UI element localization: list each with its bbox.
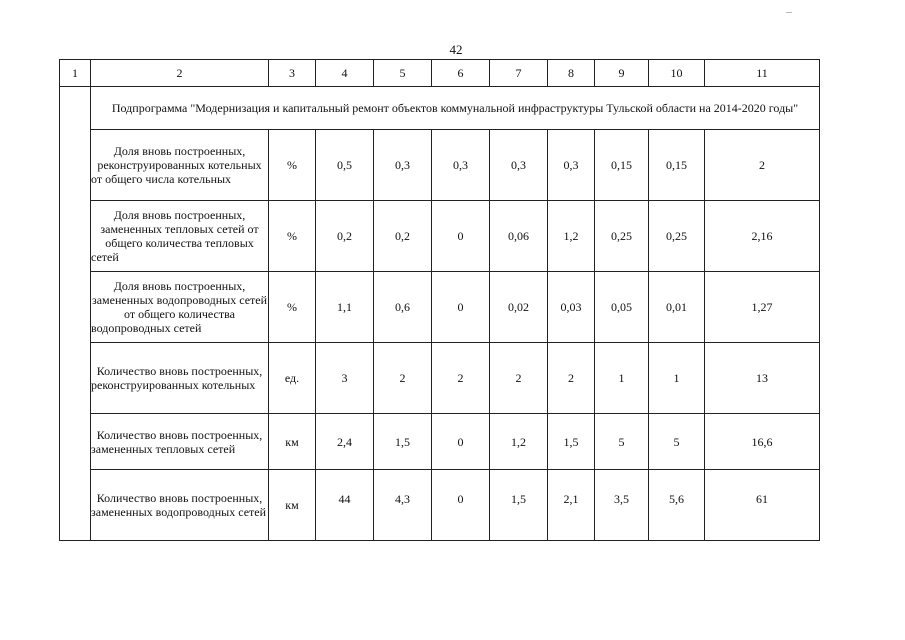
- subprogram-title: Подпрограмма "Модернизация и капитальный ремонт объектов коммунальной инфраструктуры Тульской области на 2014-2020 годы": [91, 87, 820, 130]
- value-cell: [490, 470, 548, 541]
- value-cell: 0,15: [595, 130, 649, 201]
- column-header: 8: [548, 60, 595, 87]
- indicator-unit: %: [269, 201, 316, 272]
- indicator-name: Доля вновь построенных, замененных тепловых сетей от общего количества тепловых сетей: [91, 201, 269, 272]
- value-text: 61: [756, 492, 768, 506]
- scan-mark: [786, 12, 792, 13]
- table-row: [60, 470, 820, 541]
- indicators-table: [59, 59, 820, 541]
- value-text: 0: [457, 492, 464, 506]
- value-cell: 1,1: [316, 272, 374, 343]
- indicator-unit: ед.: [269, 343, 316, 414]
- value-cell: 0,25: [595, 201, 649, 272]
- column-header: 7: [490, 60, 548, 87]
- column-header: 3: [269, 60, 316, 87]
- subprogram-row: [60, 87, 820, 130]
- table-row: [60, 130, 820, 201]
- column-number-row: [60, 60, 820, 87]
- indicator-name: Количество вновь построенных, реконструированных котельных: [91, 343, 269, 414]
- table-row: [60, 343, 820, 414]
- value-text: 44: [338, 492, 351, 506]
- value-cell: 0: [432, 201, 490, 272]
- value-cell: [374, 470, 432, 541]
- value-cell: [432, 470, 490, 541]
- page-number: 42: [449, 42, 463, 57]
- value-text: 4,3: [395, 492, 410, 506]
- value-cell: 0: [432, 272, 490, 343]
- column-header: 9: [595, 60, 649, 87]
- value-cell: 2: [548, 343, 595, 414]
- indicator-name: Количество вновь построенных, замененных водопроводных сетей: [91, 470, 269, 541]
- column-header: 4: [316, 60, 374, 87]
- value-cell: 0,3: [490, 130, 548, 201]
- column-header: 10: [649, 60, 705, 87]
- value-cell: 0,02: [490, 272, 548, 343]
- value-cell: 1: [649, 343, 705, 414]
- value-cell: 0,01: [649, 272, 705, 343]
- value-cell: [595, 470, 649, 541]
- value-cell: [548, 470, 595, 541]
- total-cell: 2: [705, 130, 820, 201]
- total-cell: [705, 470, 820, 541]
- indicator-unit: км: [269, 470, 316, 541]
- value-cell: 0,2: [374, 201, 432, 272]
- total-cell: 16,6: [705, 414, 820, 470]
- total-cell: 13: [705, 343, 820, 414]
- value-cell: 2: [374, 343, 432, 414]
- value-cell: 5: [649, 414, 705, 470]
- value-cell: 2,4: [316, 414, 374, 470]
- value-cell: 0,3: [432, 130, 490, 201]
- row-number-cell: [60, 87, 91, 541]
- value-text: 2,1: [563, 492, 579, 506]
- value-cell: 0,2: [316, 201, 374, 272]
- column-header: 6: [432, 60, 490, 87]
- value-cell: 0: [432, 414, 490, 470]
- total-cell: 2,16: [705, 201, 820, 272]
- column-header: 1: [60, 60, 91, 87]
- value-cell: 1,2: [490, 414, 548, 470]
- column-header: 5: [374, 60, 432, 87]
- column-header: 2: [91, 60, 269, 87]
- value-cell: 1,5: [548, 414, 595, 470]
- value-cell: 1,2: [548, 201, 595, 272]
- indicator-name: Доля вновь построенных, реконструированных котельных от общего числа котельных: [91, 130, 269, 201]
- value-cell: 3: [316, 343, 374, 414]
- value-cell: [649, 470, 705, 541]
- value-text: 1,5: [511, 492, 526, 506]
- value-cell: 5: [595, 414, 649, 470]
- value-text: 3,5: [614, 492, 629, 506]
- value-cell: [316, 470, 374, 541]
- value-cell: 1: [595, 343, 649, 414]
- value-cell: 0,06: [490, 201, 548, 272]
- indicator-name: Количество вновь построенных, замененных тепловых сетей: [91, 414, 269, 470]
- total-cell: 1,27: [705, 272, 820, 343]
- value-cell: 0,3: [374, 130, 432, 201]
- value-cell: 0,3: [548, 130, 595, 201]
- value-cell: 0,05: [595, 272, 649, 343]
- indicator-unit: %: [269, 272, 316, 343]
- value-cell: 2: [432, 343, 490, 414]
- value-cell: 0,15: [649, 130, 705, 201]
- value-cell: 0,5: [316, 130, 374, 201]
- indicator-unit: %: [269, 130, 316, 201]
- column-header: 11: [705, 60, 820, 87]
- value-cell: 1,5: [374, 414, 432, 470]
- table-row: [60, 414, 820, 470]
- indicator-unit: км: [269, 414, 316, 470]
- value-cell: 2: [490, 343, 548, 414]
- value-text: 5,6: [669, 492, 684, 506]
- table-row: [60, 201, 820, 272]
- table-row: [60, 272, 820, 343]
- indicator-name: Доля вновь построенных, замененных водопроводных сетей от общего количества водопроводных сетей: [91, 272, 269, 343]
- value-cell: 0,6: [374, 272, 432, 343]
- value-cell: 0,25: [649, 201, 705, 272]
- value-cell: 0,03: [548, 272, 595, 343]
